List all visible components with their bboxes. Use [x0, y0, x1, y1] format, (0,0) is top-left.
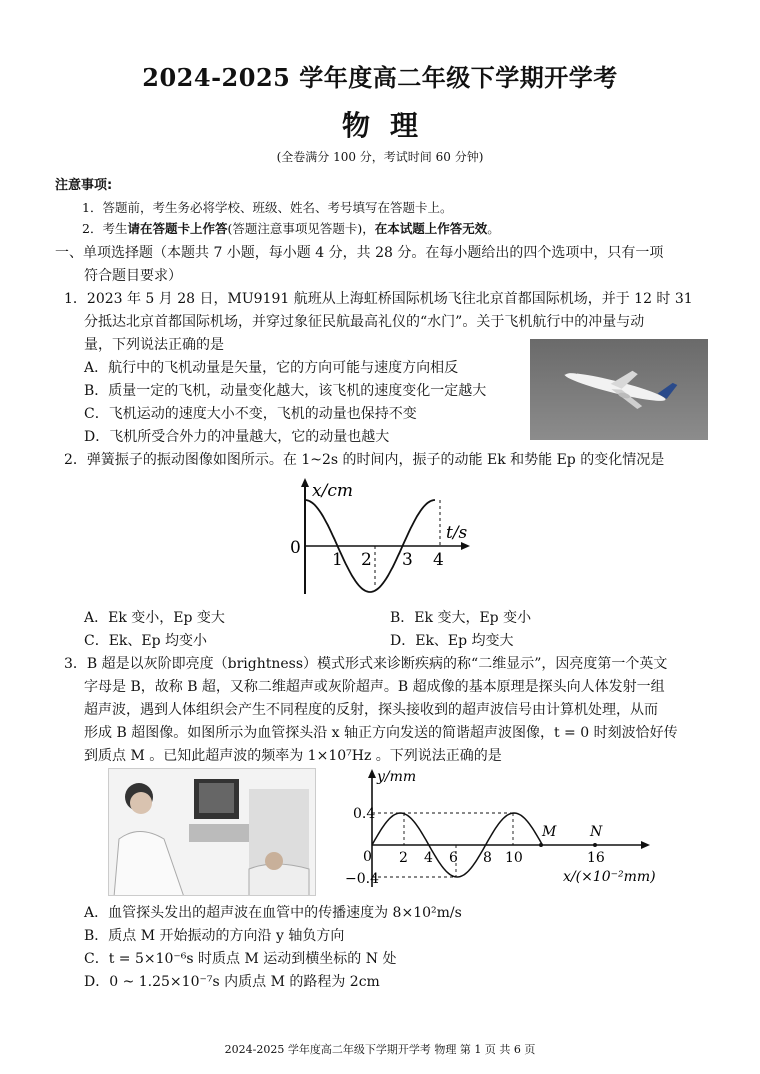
notice-bold: 请在答题卡上作答 — [127, 221, 228, 236]
q3-option-d: D．0 ~ 1.25×10⁻⁷s 内质点 M 的路程为 2cm — [84, 974, 380, 990]
q3-y-arrow — [368, 769, 376, 778]
q1-option-c: C．飞机运动的速度大小不变，飞机的动量也保持不变 — [84, 406, 417, 422]
q2-option-a: A．Ek 变小，Ep 变大 — [84, 610, 225, 626]
ultrasound-scene-icon — [109, 769, 316, 896]
q3-stem-1: 3．B 超是以灰阶即亮度（brightness）模式形式来诊断疾病的称“二维显示”，因亮度第一个英文 — [64, 656, 668, 672]
q3-option-b: B．质点 M 开始振动的方向沿 y 轴负方向 — [84, 928, 345, 944]
notice-text: 2．考生 — [82, 221, 128, 236]
q1-stem-3: 量，下列说法正确的是 — [84, 337, 224, 353]
q3-origin: 0 — [363, 849, 372, 865]
q2-vibration-graph — [280, 474, 480, 599]
q2-tick-4: 4 — [433, 550, 444, 570]
q2-origin: 0 — [290, 538, 301, 558]
notice-text: 。 — [487, 221, 500, 236]
q1-option-b: B．质量一定的飞机，动量变化越大，该飞机的速度变化一定越大 — [84, 383, 487, 399]
q3-tick-8: 8 — [483, 850, 492, 866]
q2-stem: 2．弹簧振子的振动图像如图所示。在 1~2s 的时间内，振子的动能 Ek 和势能 Ep 的变化情况是 — [64, 452, 665, 468]
q2-tick-2: 2 — [361, 550, 372, 570]
notice-heading: 注意事项: — [55, 178, 113, 193]
q1-option-a: A．航行中的飞机动量是矢量，它的方向可能与速度方向相反 — [84, 360, 459, 376]
q3-x-label: x/(×10⁻²mm) — [563, 869, 656, 885]
q3-tick-16: 16 — [587, 850, 605, 866]
q3-tick-4: 4 — [424, 850, 433, 866]
q3-y-neg: −0.4 — [345, 871, 379, 887]
notice-text: (答题注意事项见答题卡)， — [227, 221, 375, 236]
q2-x-label: t/s — [446, 523, 468, 543]
q3-stem-4: 形成 B 超图像。如图所示为血管探头沿 x 轴正方向发送的简谐超声波图像，t = 0 时刻波恰好传 — [84, 725, 678, 741]
q3-point-n — [593, 843, 597, 847]
q2-option-c: C．Ek、Ep 均变小 — [84, 633, 208, 649]
airplane-photo — [530, 339, 708, 440]
section-1-heading-cont: 符合题目要求） — [84, 268, 182, 284]
q3-tick-2: 2 — [399, 850, 408, 866]
q3-label-n: N — [590, 824, 603, 840]
q3-y-label: y/mm — [377, 769, 417, 785]
q1-option-d: D．飞机所受合外力的冲量越大，它的动量也越大 — [84, 429, 390, 445]
q3-wave-graph — [345, 765, 665, 890]
q2-tick-1: 1 — [332, 550, 343, 570]
q3-tick-10: 10 — [505, 850, 523, 866]
exam-subject: 物理 — [341, 109, 438, 142]
score-info: (全卷满分 100 分，考试时间 60 分钟) — [276, 150, 484, 164]
page-footer: 2024-2025 学年度高二年级下学期开学考 物理 第 1 页 共 6 页 — [224, 1043, 536, 1056]
q3-option-a: A．血管探头发出的超声波在血管中的传播速度为 8×10²m/s — [84, 905, 462, 921]
notice-item-2 — [82, 218, 500, 241]
q1-stem-2: 分抵达北京首都国际机场，并穿过象征民航最高礼仪的“水门”。关于飞机航行中的冲量与动 — [84, 314, 645, 330]
section-1-heading: 一、单项选择题（本题共 7 小题，每小题 4 分，共 28 分。在每小题给出的四个选项中，只有一项 — [55, 245, 664, 261]
ultrasound-photo — [108, 768, 316, 896]
q2-y-label: x/cm — [312, 481, 353, 501]
q2-option-d: D．Ek、Ep 均变大 — [390, 633, 514, 649]
q3-stem-2: 字母是 B，故称 B 超，又称二维超声或灰阶超声。B 超成像的基本原理是探头向人体发射一组 — [84, 679, 665, 695]
notice-bold: 在本试题上作答无效 — [374, 221, 488, 236]
q2-tick-3: 3 — [402, 550, 413, 570]
q3-stem-5: 到质点 M 。已知此超声波的频率为 1×10⁷Hz 。下列说法正确的是 — [84, 748, 502, 764]
airplane-icon — [530, 339, 708, 440]
q1-stem-1: 1．2023 年 5 月 28 日，MU9191 航班从上海虹桥国际机场飞往北京首都国际机场，并于 12 时 31 — [64, 291, 693, 307]
q3-tick-6: 6 — [449, 850, 458, 866]
q2-y-arrow — [301, 478, 309, 487]
notice-item-1: 1．答题前，考生务必将学校、班级、姓名、考号填写在答题卡上。 — [82, 200, 453, 215]
q2-x-arrow — [461, 542, 470, 550]
q3-option-c: C．t = 5×10⁻⁶s 时质点 M 运动到横坐标的 N 处 — [84, 951, 397, 967]
q3-y-pos: 0.4 — [353, 806, 376, 822]
q3-label-m: M — [542, 824, 557, 840]
q2-option-b: B．Ek 变大，Ep 变小 — [390, 610, 532, 626]
exam-title: 2024-2025 学年度高二年级下学期开学考 — [142, 63, 618, 92]
q3-point-m — [539, 843, 543, 847]
q3-stem-3: 超声波，遇到人体组织会产生不同程度的反射，探头接收到的超声波信号由计算机处理，从而 — [84, 702, 658, 718]
q3-x-arrow — [641, 841, 650, 849]
